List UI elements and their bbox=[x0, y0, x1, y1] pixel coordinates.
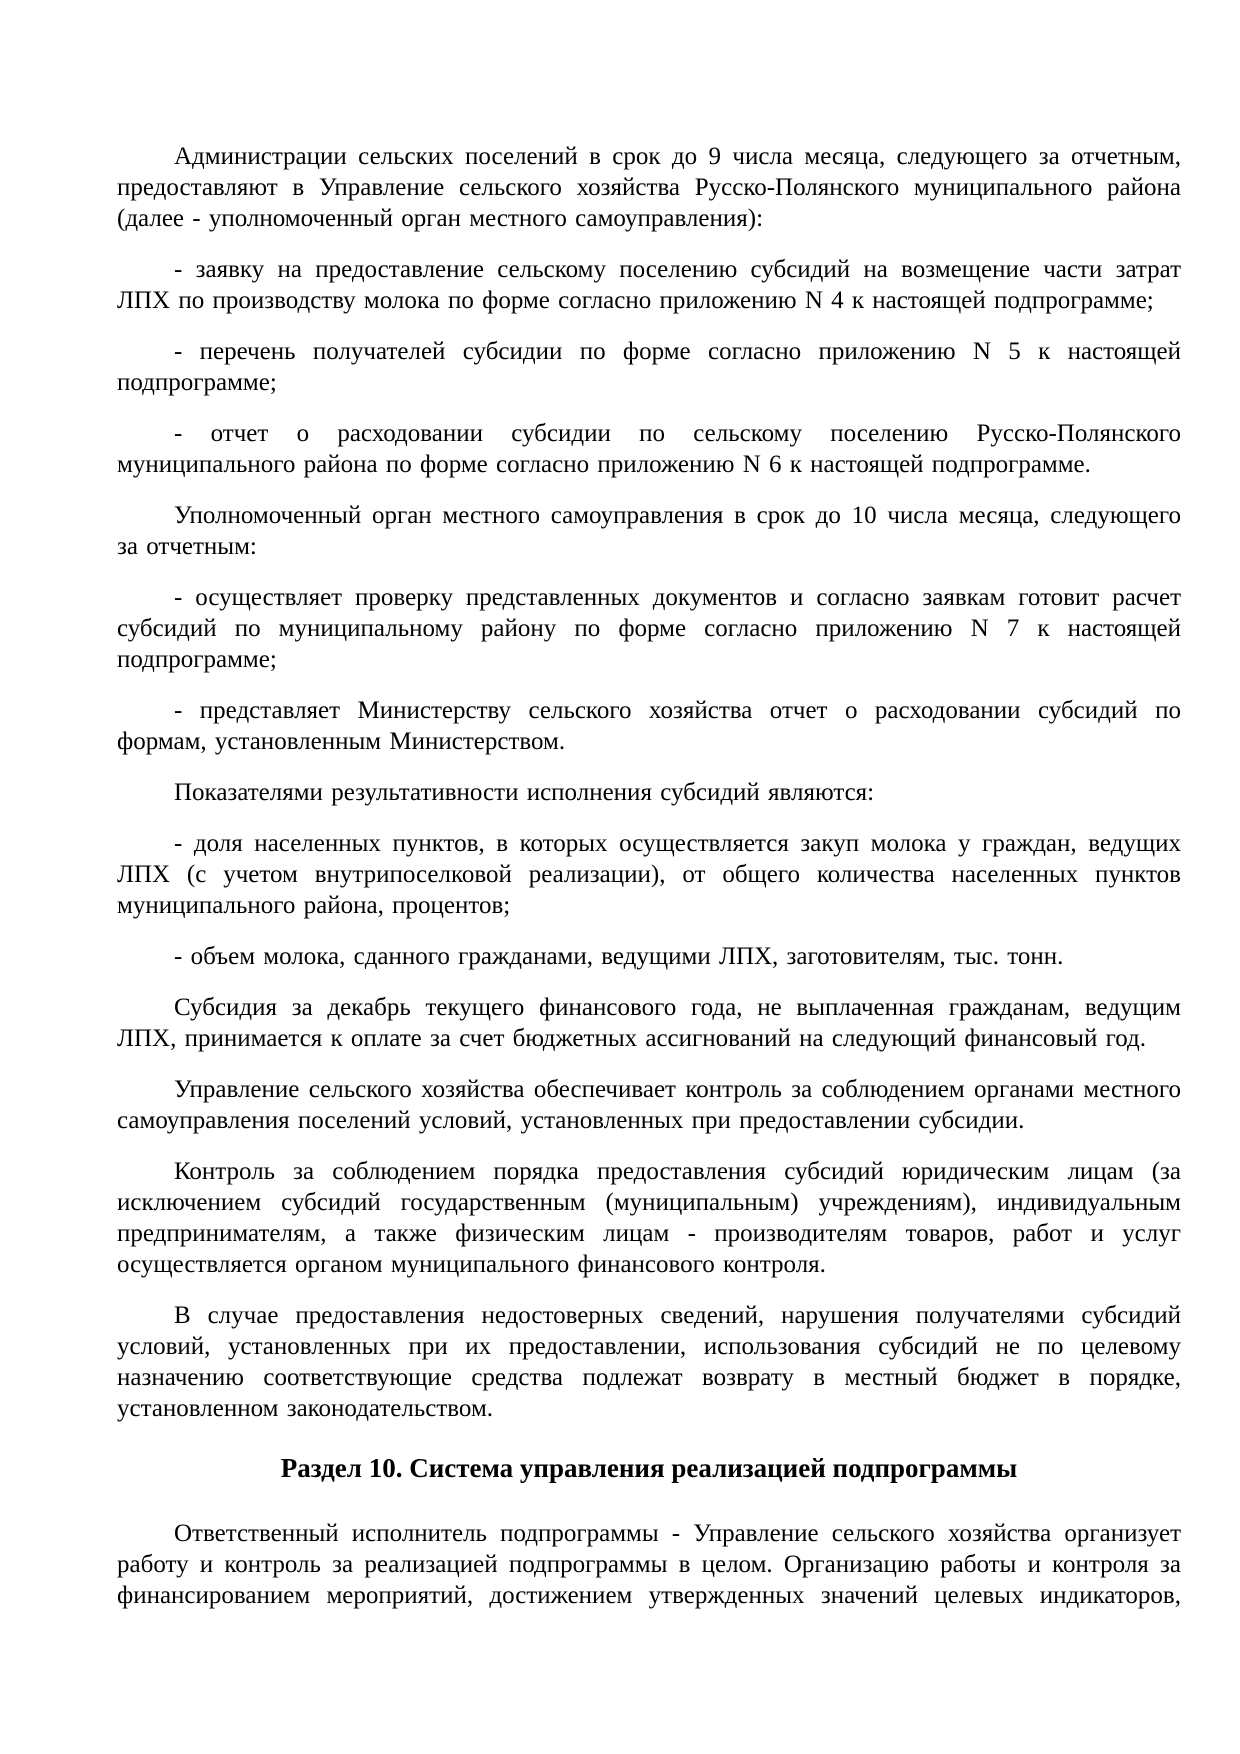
paragraph: - перечень получателей субсидии по форме согласно приложению N 5 к настоящей подпрограмме; bbox=[117, 338, 1181, 396]
paragraph: - представляет Министерству сельского хозяйства отчет о расходовании субсидий по формам, установленным Министерством. bbox=[117, 697, 1181, 755]
paragraph: - заявку на предоставление сельскому поселению субсидий на возмещение части затрат ЛПХ по производству молока по форме согласно приложению N 4 к настоящей подпрограмме; bbox=[117, 256, 1181, 314]
paragraph: Управление сельского хозяйства обеспечивает контроль за соблюдением органами местного самоуправления поселений условий, установленных при предоставлении субсидии. bbox=[117, 1076, 1181, 1134]
paragraph: Контроль за соблюдением порядка предоставления субсидий юридическим лицам (за исключением субсидий государственным (муниципальным) учреждениям), индивидуальным предпринимателям, а также физическим лицам - производителям товаров, работ и услуг осуществляется органом муниципального финансового контроля. bbox=[117, 1158, 1181, 1278]
paragraph: Показателями результативности исполнения субсидий являются: bbox=[174, 779, 875, 806]
paragraph: Уполномоченный орган местного самоуправления в срок до 10 числа месяца, следующего за отчетным: bbox=[117, 502, 1181, 560]
paragraph: В случае предоставления недостоверных сведений, нарушения получателями субсидий условий, установленных при их предоставлении, использования субсидий не по целевому назначению соответствующие средства подлежат возврату в местный бюджет в порядке, установленном законодательством. bbox=[117, 1302, 1181, 1422]
document-body bbox=[117, 141, 1181, 1611]
paragraph: - объем молока, сданного гражданами, ведущими ЛПХ, заготовителям, тыс. тонн. bbox=[174, 943, 1064, 970]
paragraph: Администрации сельских поселений в срок до 9 числа месяца, следующего за отчетным, предоставляют в Управление сельского хозяйства Русско-Полянского муниципального района (далее - уполномоченный орган местного самоуправления): bbox=[117, 143, 1181, 232]
paragraph: Субсидия за декабрь текущего финансового года, не выплаченная гражданам, ведущим ЛПХ, принимается к оплате за счет бюджетных ассигнований на следующий финансовый год. bbox=[117, 994, 1181, 1052]
section-heading: Раздел 10. Система управления реализацией подпрограммы bbox=[280, 1453, 1018, 1483]
paragraph: - отчет о расходовании субсидии по сельскому поселению Русско-Полянского муниципального района по форме согласно приложению N 6 к настоящей подпрограмме. bbox=[117, 420, 1181, 478]
paragraph: Ответственный исполнитель подпрограммы - Управление сельского хозяйства организует работу и контроль за реализацией подпрограммы в целом. Организацию работы и контроля за финансированием мероприятий, достижением утвержденных значений целевых индикаторов, bbox=[117, 1520, 1181, 1609]
paragraph: - осуществляет проверку представленных документов и согласно заявкам готовит расчет субсидий по муниципальному району по форме согласно приложению N 7 к настоящей подпрограмме; bbox=[117, 584, 1181, 673]
paragraph: - доля населенных пунктов, в которых осуществляется закуп молока у граждан, ведущих ЛПХ (с учетом внутрипоселковой реализации), от общего количества населенных пунктов муниципального района, процентов; bbox=[117, 830, 1181, 919]
